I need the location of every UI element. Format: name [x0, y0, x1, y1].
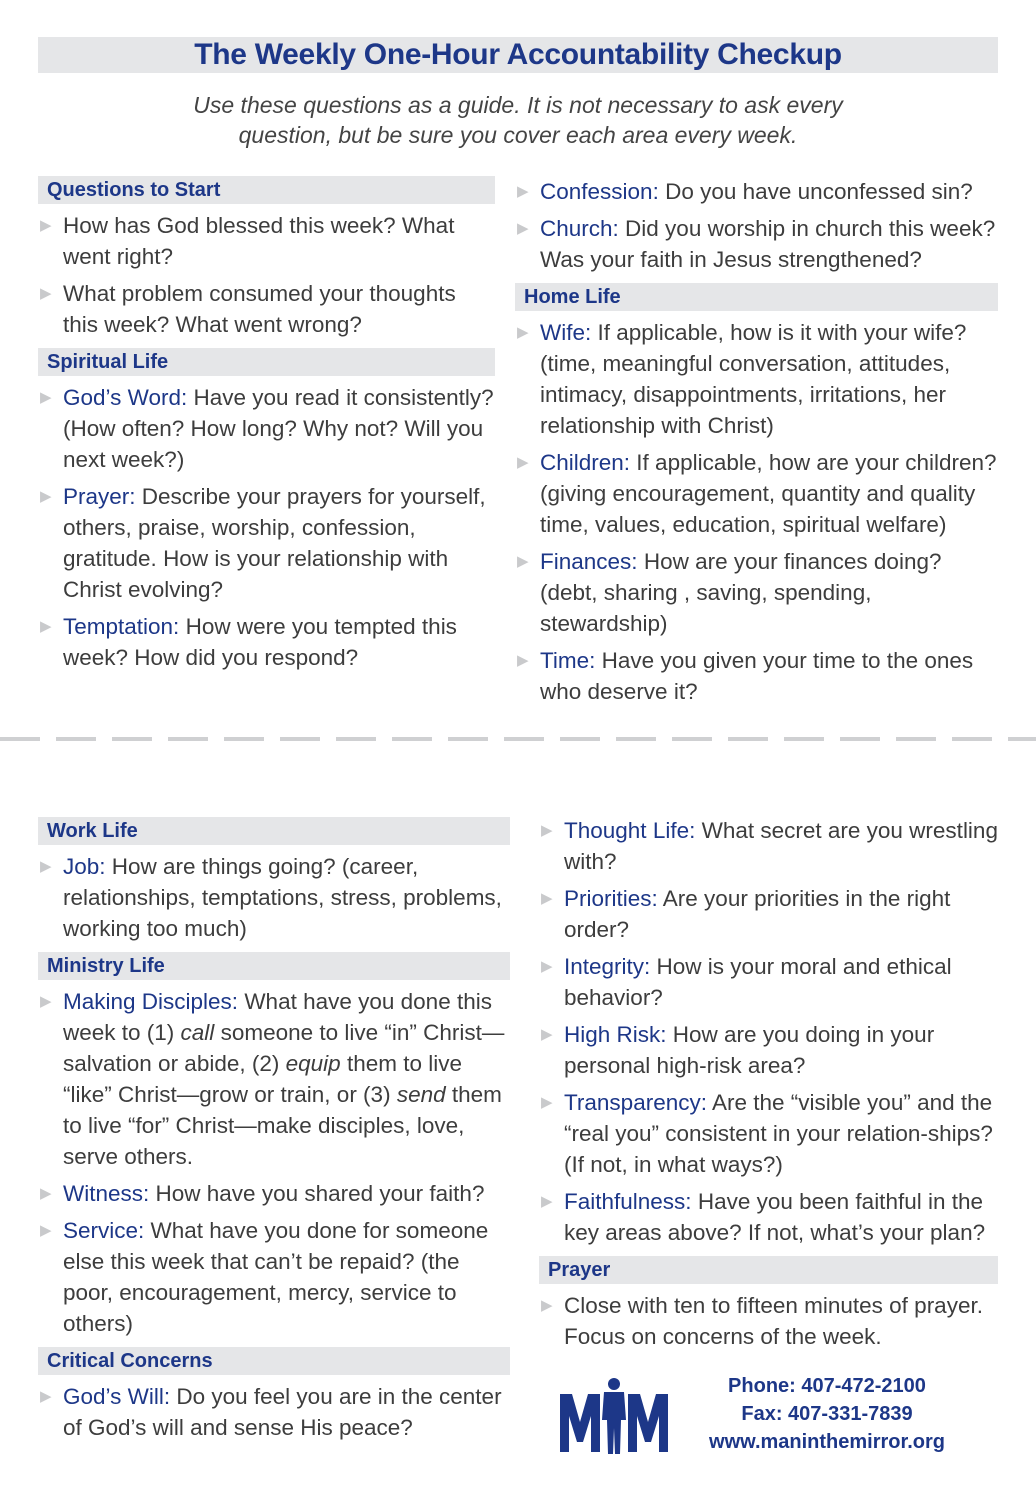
page-title: The Weekly One-Hour Accountability Checkup [194, 38, 842, 71]
item-text: How are things going? (career, relationships, temptations, stress, problems, working too much) [63, 854, 502, 941]
item-term: Making Disciples: [63, 989, 239, 1014]
triangle-bullet-icon: ▶ [40, 389, 52, 406]
list-item [515, 546, 998, 639]
footer [558, 1372, 998, 1462]
triangle-bullet-icon: ▶ [541, 958, 553, 975]
section-questions-to-start [38, 176, 495, 340]
triangle-bullet-icon: ▶ [541, 890, 553, 907]
item-emphasis: equip [285, 1051, 341, 1076]
list-item [515, 447, 998, 540]
list-item [38, 1215, 510, 1339]
list-item [539, 815, 998, 877]
item-text: How were you tempted this week? How did you respond? [63, 614, 457, 670]
item-term: Transparency: [564, 1090, 707, 1115]
item-term: Confession: [540, 179, 659, 204]
subtitle [60, 90, 976, 150]
section-heading: Questions to Start [38, 176, 495, 204]
title-bar [38, 37, 998, 73]
triangle-bullet-icon: ▶ [517, 220, 529, 237]
list-item [38, 611, 495, 673]
item-text: If applicable, how is it with your wife? (time, meaningful conversation, attitudes, intimacy, disappointments, irritations, her relationship with Christ) [540, 320, 967, 438]
item-term: Temptation: [63, 614, 180, 639]
subtitle-line-1: Use these questions as a guide. It is not necessary to ask every [193, 92, 843, 118]
item-text: What secret are you wrestling with? [564, 818, 998, 874]
top-right-column [515, 176, 998, 715]
list-item [515, 645, 998, 707]
item-term: Service: [63, 1218, 145, 1243]
triangle-bullet-icon: ▶ [541, 1026, 553, 1043]
item-text: How has God blessed this week? What went right? [63, 213, 455, 269]
item-text: someone to live “in” Christ—salvation or abide, (2) [63, 1020, 505, 1076]
item-term: Children: [540, 450, 631, 475]
item-term: High Risk: [564, 1022, 667, 1047]
section-heading: Ministry Life [38, 952, 510, 980]
triangle-bullet-icon: ▶ [40, 1185, 52, 1202]
triangle-bullet-icon: ▶ [517, 652, 529, 669]
section-spiritual-life-continued [515, 176, 998, 275]
list-item [515, 317, 998, 441]
item-term: Time: [540, 648, 596, 673]
item-term: God’s Word: [63, 385, 188, 410]
item-term: Integrity: [564, 954, 651, 979]
item-text: What have you done for someone else this week that can’t be repaid? (the poor, encouragement, mercy, service to others) [63, 1218, 489, 1336]
triangle-bullet-icon: ▶ [541, 1297, 553, 1314]
triangle-bullet-icon: ▶ [40, 858, 52, 875]
item-text: How are you doing in your personal high-risk area? [564, 1022, 935, 1078]
list-item [38, 481, 495, 605]
item-text: What problem consumed your thoughts this week? What went wrong? [63, 281, 456, 337]
triangle-bullet-icon: ▶ [40, 1222, 52, 1239]
list-item [38, 1178, 510, 1209]
website-link[interactable]: www.maninthemirror.org [709, 1431, 945, 1453]
list-item [539, 1019, 998, 1081]
item-term: Finances: [540, 549, 638, 574]
item-term: Prayer: [63, 484, 136, 509]
phone-number: Phone: 407-472-2100 [728, 1375, 926, 1397]
list-item [38, 210, 495, 272]
triangle-bullet-icon: ▶ [40, 993, 52, 1010]
item-term: Job: [63, 854, 106, 879]
item-text: Have you given your time to the ones who deserve it? [540, 648, 974, 704]
man-in-the-mirror-logo [558, 1376, 670, 1456]
triangle-bullet-icon: ▶ [40, 217, 52, 234]
item-text: How is your moral and ethical behavior? [564, 954, 952, 1010]
section-critical-concerns-continued [539, 815, 998, 1248]
triangle-bullet-icon: ▶ [541, 822, 553, 839]
item-emphasis: send [396, 1082, 446, 1107]
item-text: If applicable, how are your children? (giving encouragement, quantity and quality time, values, education, spiritual welfare) [540, 450, 997, 537]
section-heading: Prayer [539, 1256, 998, 1284]
list-item [539, 951, 998, 1013]
list-item [539, 1186, 998, 1248]
item-text: Close with ten to fifteen minutes of prayer. Focus on concerns of the week. [564, 1293, 983, 1349]
triangle-bullet-icon: ▶ [40, 1388, 52, 1405]
triangle-bullet-icon: ▶ [517, 324, 529, 341]
item-text: How have you shared your faith? [149, 1181, 485, 1206]
triangle-bullet-icon: ▶ [40, 488, 52, 505]
item-text: them to live “for” Christ—make disciples, love, serve others. [63, 1082, 502, 1169]
item-text: them to live “like” Christ—grow or train, or (3) [63, 1051, 462, 1107]
item-term: God’s Will: [63, 1384, 171, 1409]
bottom-left-column [38, 817, 510, 1451]
triangle-bullet-icon: ▶ [40, 285, 52, 302]
section-heading: Work Life [38, 817, 510, 845]
item-term: Thought Life: [564, 818, 696, 843]
triangle-bullet-icon: ▶ [517, 553, 529, 570]
item-term: Wife: [540, 320, 592, 345]
list-item [539, 1290, 998, 1352]
triangle-bullet-icon: ▶ [541, 1094, 553, 1111]
item-term: Church: [540, 216, 619, 241]
list-item [539, 883, 998, 945]
section-work-life [38, 817, 510, 944]
section-prayer [539, 1256, 998, 1352]
item-text: Have you been faithful in the key areas above? If not, what’s your plan? [564, 1189, 986, 1245]
list-item [38, 851, 510, 944]
triangle-bullet-icon: ▶ [517, 454, 529, 471]
list-item [539, 1087, 998, 1180]
cut-line-divider [0, 737, 1036, 741]
item-text: Describe your prayers for yourself, others, praise, worship, confession, gratitude. How is your relationship with Christ evolving? [63, 484, 486, 602]
triangle-bullet-icon: ▶ [517, 183, 529, 200]
item-emphasis: call [180, 1020, 215, 1045]
item-text: Do you feel you are in the center of God’s will and sense His peace? [63, 1384, 502, 1440]
list-item [38, 1381, 510, 1443]
list-item [515, 176, 998, 207]
item-text: Do you have unconfessed sin? [658, 179, 973, 204]
item-term: Faithfulness: [564, 1189, 692, 1214]
list-item [38, 986, 510, 1172]
item-text: Are the “visible you” and the “real you” consistent in your relation-ships? (If not, in what ways?) [564, 1090, 993, 1177]
section-spiritual-life [38, 348, 495, 673]
section-heading: Critical Concerns [38, 1347, 510, 1375]
section-home-life [515, 283, 998, 707]
top-left-column [38, 176, 495, 681]
fax-number: Fax: 407-331-7839 [741, 1403, 913, 1425]
section-ministry-life [38, 952, 510, 1339]
list-item [38, 382, 495, 475]
triangle-bullet-icon: ▶ [541, 1193, 553, 1210]
item-term: Priorities: [564, 886, 658, 911]
item-text: How are your finances doing? (debt, sharing , saving, spending, stewardship) [540, 549, 942, 636]
contact-info [696, 1372, 958, 1456]
triangle-bullet-icon: ▶ [40, 618, 52, 635]
list-item [515, 213, 998, 275]
item-text: What have you done this week to (1) [63, 989, 492, 1045]
item-text: Did you worship in church this week? Was your faith in Jesus strengthened? [540, 216, 996, 272]
section-heading: Spiritual Life [38, 348, 495, 376]
item-term: Witness: [63, 1181, 150, 1206]
list-item [38, 278, 495, 340]
item-text: Have you read it consistently? (How often? How long? Why not? Will you next week?) [63, 385, 494, 472]
bottom-right-column [539, 815, 998, 1360]
subtitle-line-2: question, but be sure you cover each area every week. [238, 122, 798, 148]
section-heading: Home Life [515, 283, 998, 311]
item-text: Are your priorities in the right order? [564, 886, 951, 942]
section-critical-concerns [38, 1347, 510, 1443]
